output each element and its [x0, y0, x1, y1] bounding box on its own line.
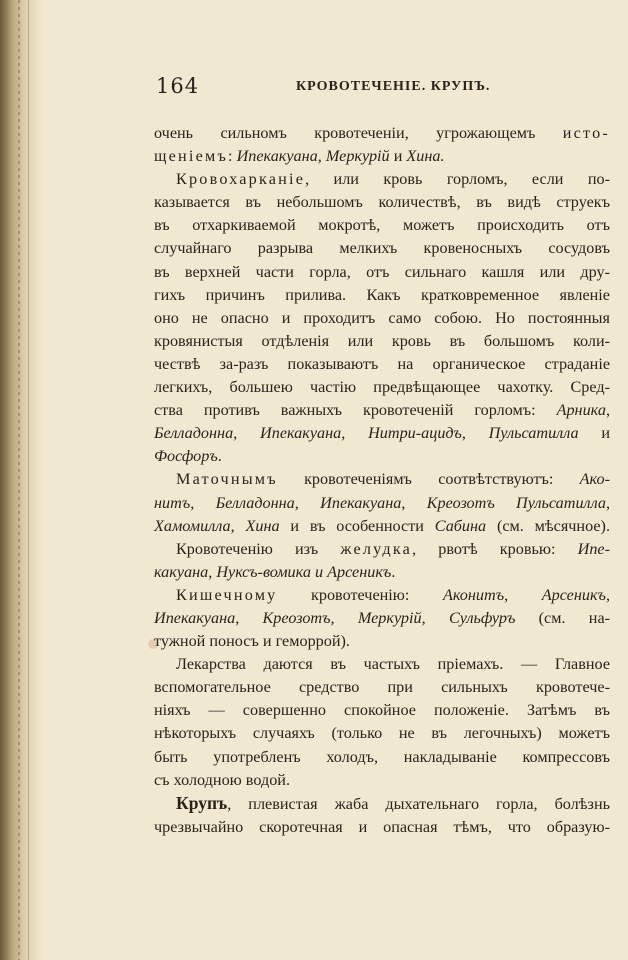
text-line: [154, 816, 610, 839]
text-run: щеніемъ: [154, 147, 229, 166]
text-run: ,: [504, 585, 542, 604]
text-line: [154, 376, 610, 399]
text-run: (см. мѣсячное).: [486, 516, 610, 535]
text-line: [154, 445, 610, 468]
text-run: Ипекакуана: [320, 493, 402, 512]
text-run: очень сильномъ кровотеченіи, угрожающемъ: [154, 124, 563, 142]
text-run: ,: [235, 608, 263, 627]
text-run: Ипекакуана: [154, 608, 236, 627]
text-run: ,: [233, 424, 261, 443]
text-run: и: [578, 424, 611, 443]
text-run: нитъ: [154, 493, 191, 512]
text-line: [154, 792, 610, 816]
text-run: Креозотъ: [262, 608, 331, 627]
text-run: съ холодною водой.: [154, 770, 290, 789]
text-line: [154, 653, 610, 676]
text-line: [154, 168, 610, 191]
page-number: 164: [156, 74, 200, 98]
text-run: Меркурій: [357, 608, 422, 627]
text-run: ,: [605, 493, 611, 512]
text-run: Хина: [245, 516, 280, 535]
text-run: , или кровь горломъ, если по-: [305, 170, 610, 189]
text-line: [154, 630, 610, 653]
text-run: ,: [330, 608, 358, 627]
text-run: чрезвычайно скоротечная и опасная тѣмъ, что образую-: [154, 817, 610, 836]
text-run: , рвотѣ кровью:: [412, 539, 578, 558]
text-line: [154, 722, 610, 745]
text-run: ,: [190, 493, 216, 512]
text-line: [154, 422, 610, 445]
text-run: Арника: [556, 401, 606, 420]
text-run: Ипекакуана: [236, 147, 318, 166]
text-run: , плевистая жаба дыхательнаго горла, болѣзнь: [227, 794, 610, 813]
text-line: [154, 237, 610, 260]
text-line: [154, 330, 610, 353]
text-run: кровотеченіямъ соотвѣтствуютъ:: [277, 470, 580, 489]
text-line: [154, 769, 610, 792]
text-run: тужной поносъ и геморрой).: [154, 632, 350, 651]
text-run: ства противъ важныхъ кровотеченій горломъ:: [154, 401, 557, 420]
text-line: [154, 515, 610, 538]
text-run: и: [389, 147, 407, 166]
book-page: [44, 0, 628, 960]
text-run: казывается въ небольшомъ количествѣ, въ видѣ струекъ: [154, 193, 610, 212]
text-run: Кровотеченію изъ: [176, 539, 341, 558]
text-run: ,: [230, 516, 246, 535]
text-run: .: [217, 447, 222, 466]
text-line: [154, 492, 610, 515]
text-run: какуана: [154, 562, 209, 581]
text-run: Маточнымъ: [176, 470, 278, 489]
text-run: Крупъ: [176, 792, 228, 813]
text-run: быть употребленъ холодъ, накладываніе компрессовъ: [154, 747, 610, 766]
text-run: Креозотъ Пульсатилла: [426, 493, 606, 512]
text-run: .: [391, 562, 396, 581]
text-line: [154, 399, 610, 422]
text-run: Нитри-ацидъ: [368, 424, 462, 443]
text-run: случайнаго разрыва мелкихъ кровеносныхъ сосудовъ: [154, 239, 610, 258]
running-title: КРОВОТЕЧЕНІЕ. КРУПЪ.: [296, 79, 491, 94]
text-run: ,: [208, 562, 217, 581]
text-run: въ верхней части горла, отъ сильнаго кашля или дру-: [154, 262, 610, 281]
text-line: [154, 584, 610, 607]
text-run: Белладонна: [154, 424, 234, 443]
text-line: [154, 468, 610, 491]
text-run: ,: [605, 401, 610, 420]
body-text: [154, 122, 610, 839]
book-binding-edge: [0, 0, 44, 960]
text-run: и въ особенности: [279, 516, 435, 535]
text-run: въ отхаркиваемой мокротѣ, можетъ происходить отъ: [154, 216, 610, 235]
text-run: :: [228, 147, 237, 166]
text-run: вспомогательное средство при сильныхъ кровотече-: [154, 678, 610, 697]
text-run: Лекарства даются въ частыхъ пріемахъ. — Главное: [176, 655, 610, 674]
text-run: кровотеченію:: [277, 585, 443, 604]
text-line: [154, 214, 610, 237]
text-run: Сульфуръ: [448, 608, 516, 627]
text-run: ,: [461, 424, 489, 443]
text-line: [154, 307, 610, 330]
text-line: [154, 353, 610, 376]
text-line: [154, 122, 610, 145]
text-run: чествѣ за-разъ показываютъ на органическое страданіе: [154, 354, 610, 373]
text-line: [154, 561, 610, 584]
text-run: Белладонна: [215, 493, 295, 512]
text-line: [154, 145, 610, 168]
text-run: ніяхъ — совершенно спокойное положеніе. Затѣмъ въ: [154, 701, 610, 720]
text-run: (см. на-: [515, 608, 611, 627]
text-run: Хина.: [406, 147, 445, 166]
text-run: оно не опасно и проходитъ само собою. Но постоянныя: [154, 308, 610, 327]
text-run: Хамомилла: [154, 516, 231, 535]
text-line: [154, 261, 610, 284]
text-run: Кровохарканіе: [176, 170, 306, 189]
text-run: ,: [341, 424, 369, 443]
text-run: ,: [605, 585, 611, 604]
text-run: Нуксъ-вомика и Арсеникъ: [216, 562, 392, 581]
text-run: исто-: [562, 124, 610, 142]
text-line: [154, 676, 610, 699]
text-run: Меркурій: [325, 147, 390, 166]
text-run: Ипе-: [577, 539, 610, 558]
text-run: ,: [317, 147, 326, 166]
text-run: кровянистыя отдѣленія или кровь въ большомъ коли-: [154, 331, 610, 350]
text-run: гихъ причинъ прилива. Какъ кратковременное явленіе: [154, 285, 610, 304]
text-line: [154, 746, 610, 769]
text-run: Пульсатилла: [488, 424, 579, 443]
text-run: ,: [401, 493, 427, 512]
text-run: Ипекакуана: [260, 424, 342, 443]
text-run: нѣкоторыхъ случаяхъ (только не въ легочныхъ) можетъ: [154, 724, 610, 743]
text-run: ,: [421, 608, 449, 627]
text-run: Кишечному: [176, 585, 278, 604]
text-line: [154, 191, 610, 214]
text-run: Фосфоръ: [154, 447, 218, 466]
text-run: ,: [294, 493, 321, 512]
text-run: Арсеникъ: [541, 585, 606, 604]
text-line: [154, 699, 610, 722]
text-run: легкихъ, большею частію предвѣщающее чахотку. Сред-: [154, 378, 610, 397]
text-run: Сабина: [434, 516, 487, 535]
text-run: Ако-: [579, 470, 610, 489]
text-line: [154, 607, 610, 630]
text-line: [154, 284, 610, 307]
text-run: Аконитъ: [442, 585, 505, 604]
text-run: желудка: [340, 539, 413, 558]
text-line: [154, 538, 610, 561]
